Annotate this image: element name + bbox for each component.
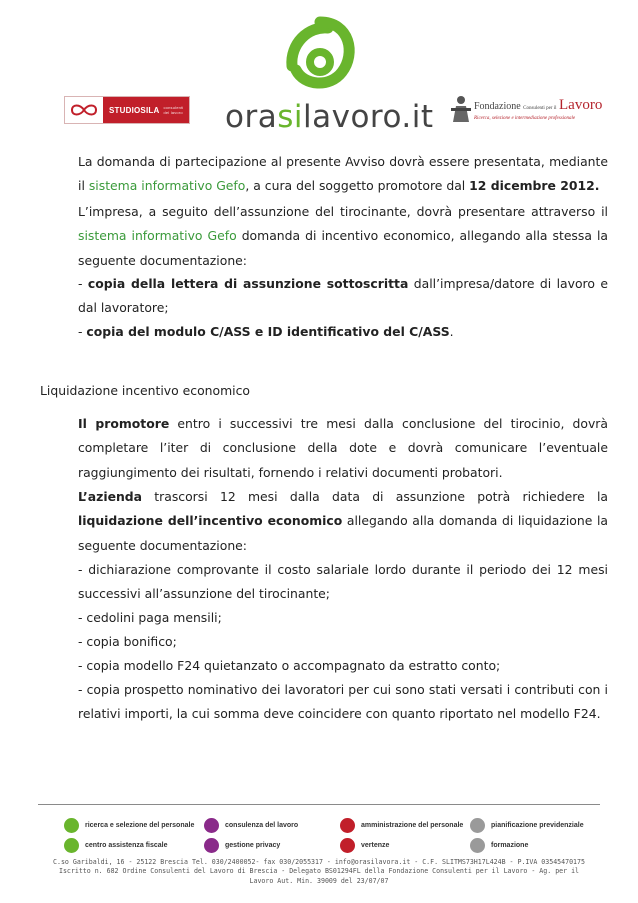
paragraph-domanda: La domanda di partecipazione al presente Avviso dovrà essere presentata, mediante il sistema informativo Gefo, a cura del soggetto promotore dal 12 dicembre 2012. [78,154,608,194]
list-item: - copia bonifico; [78,634,177,649]
service-item: ricerca e selezione del personale [64,816,194,834]
paragraph-promotore: Il promotore entro i successivi tre mesi dalla conclusione del tirocinio, dovrà completare l’iter di conclusione della dote e dovrà comunicare l’eventuale raggiungimento dei risultati, fornendo i relativi documenti probatori. [78,416,608,480]
service-item: amministrazione del personale [340,816,463,834]
orasilavora-wordmark: orasilavoro.it [225,99,434,135]
service-item: vertenze [340,836,389,854]
service-icon [204,838,219,853]
footer-divider [38,804,600,805]
gefo-link-2[interactable]: sistema informativo Gefo [78,228,237,244]
paragraph-impresa: L’impresa, a seguito dell’assunzione del tirocinante, dovrà presentare attraverso il sistema informativo Gefo domanda di incentivo economico, allegando alla stessa la seguente documentazione: [78,204,608,268]
service-item: pianificazione previdenziale [470,816,584,834]
service-item: consulenza del lavoro [204,816,298,834]
service-icon [64,838,79,853]
studio-sila-logo [64,96,190,124]
orasilavora-logo [225,16,434,135]
fondazione-tagline: Ricerca, selezione e intermediazione professionale [474,116,576,121]
list-item: - cedolini paga mensili; [78,610,222,625]
fondazione-lavoro-logo [450,94,603,126]
page-header [0,0,638,140]
paragraph-lettera: - copia della lettera di assunzione sottoscritta dall’impresa/datore di lavoro e dal lavoratore; [78,276,608,316]
gefo-link[interactable]: sistema informativo Gefo [88,178,246,194]
footer-line-3: Lavoro Aut. Min. 39009 del 23/07/07 [249,876,389,885]
service-item: formazione [470,836,528,854]
footer-address [30,858,608,886]
paragraph-azienda: L’azienda trascorsi 12 mesi dalla data di assunzione potrà richiedere la liquidazione dell’incentivo economico allegando alla domanda di liquidazione la seguente documentazione: [78,489,608,553]
orasilavora-mark-icon [280,16,360,96]
studio-logo-text: STUDIOSILA [109,105,160,115]
service-icon [204,818,219,833]
service-item: gestione privacy [204,836,280,854]
service-icon [340,818,355,833]
list-item: - copia prospetto nominativo dei lavoratori per cui sono stati versati i contributi con i relativi importi, la cui somma deve coincidere con quanto riportato nel modello F24. [78,682,608,722]
services-bar [0,812,638,856]
footer-line-1: C.so Garibaldi, 16 - 25122 Brescia Tel. 030/2400052- fax 030/2055317 - info@orasilavora.it - C.F. SLITMS73H17L424B - P.IVA 03545470175 [53,858,585,866]
infinity-icon [65,97,103,123]
paragraph-modulo: - copia del modulo C/ASS e ID identificativo del C/ASS. [78,324,454,339]
service-item: centro assistenza fiscale [64,836,168,854]
section-title: Liquidazione incentivo economico [40,383,250,398]
list-item: - copia modello F24 quietanzato o accompagnato da estratto conto; [78,658,501,673]
service-icon [470,838,485,853]
footer-line-2: Iscritto n. 682 Ordine Consulenti del Lavoro di Brescia - Delegato BS01294FL della Fondazione Consulenti per il Lavoro - Ag. per il [58,867,580,876]
service-icon [64,818,79,833]
studio-logo-sub: consulenti del lavoro [163,105,184,115]
fondazione-name: Fondazione Consulenti per il Lavoro [474,97,603,113]
list-item: - dichiarazione comprovante il costo salariale lordo durante il periodo dei 12 mesi successivi all’assunzione del tirocinante; [78,562,608,602]
fondazione-mark-icon [450,94,472,124]
service-icon [340,838,355,853]
service-icon [470,818,485,833]
